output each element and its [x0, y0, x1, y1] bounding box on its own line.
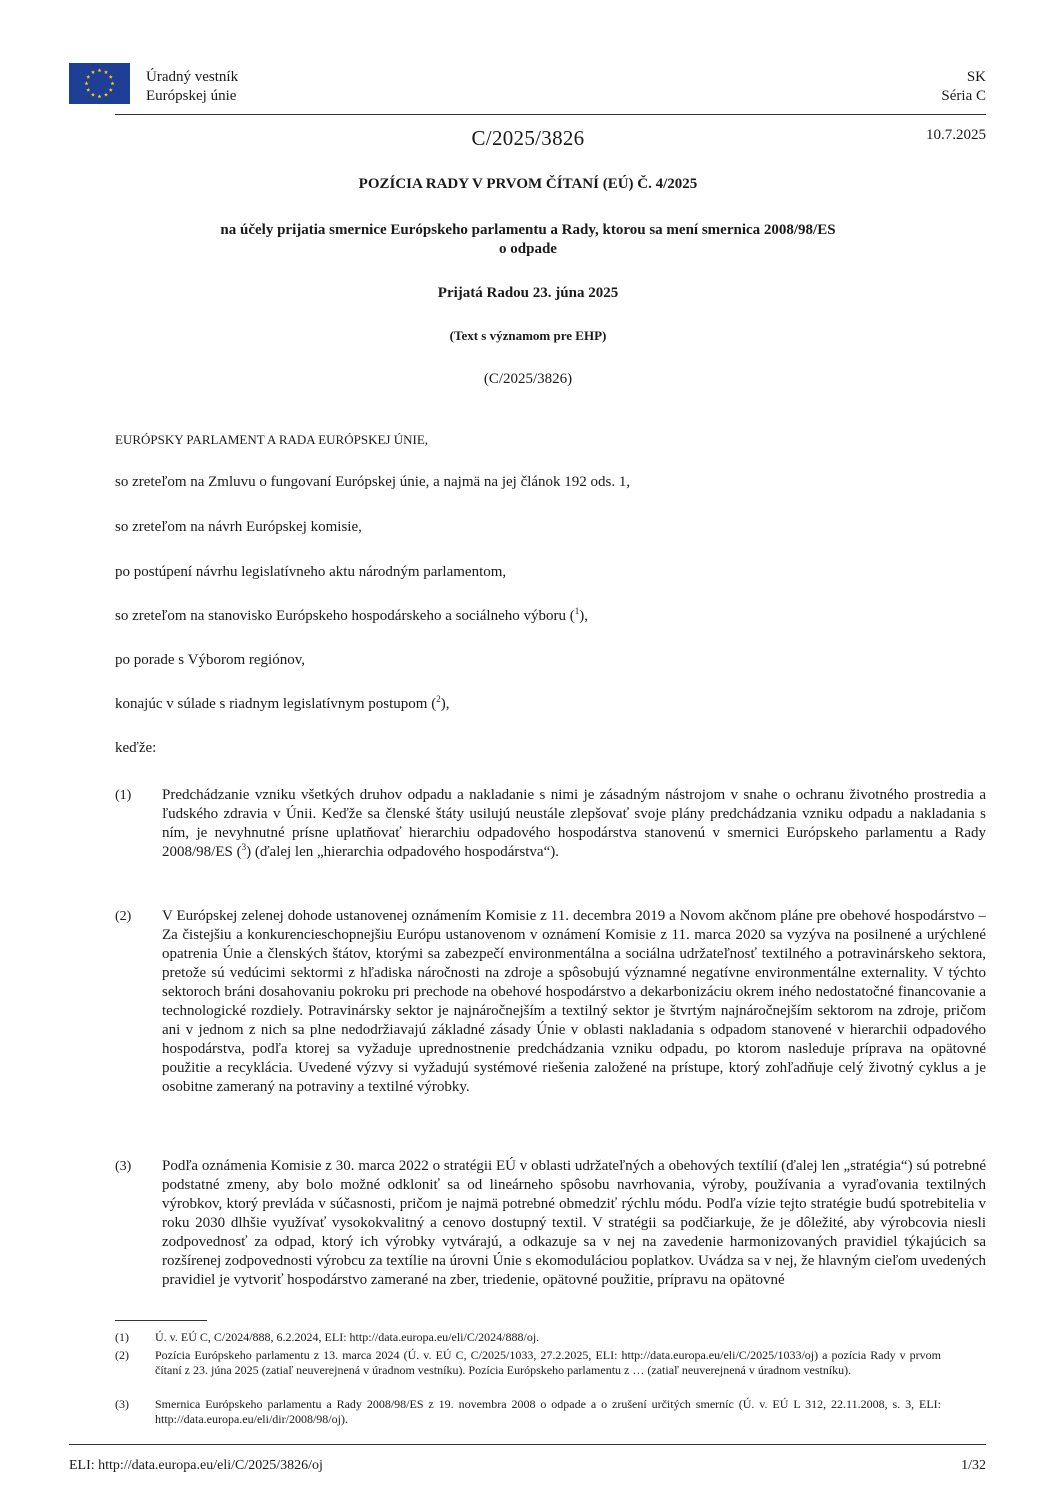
- preamble-citation: po porade s Výborom regiónov,: [115, 652, 305, 668]
- footnote-text: Smernica Európskeho parlamentu a Rady 2008/98/ES z 19. novembra 2008 o odpade a o zrušení určitých smerníc (Ú. v. EÚ L 312, 22.11.2008, s. 3, ELI: http://data.europa.eu/eli/dir/2008/98/oj).: [155, 1397, 941, 1426]
- footnote-ref[interactable]: 3: [241, 842, 247, 852]
- eea-relevance: (Text s významom pre EHP): [449, 328, 607, 343]
- recital-number: (2): [115, 909, 132, 924]
- page-number: 1/32: [961, 1458, 986, 1473]
- preamble-citation: po postúpení návrhu legislatívneho aktu národným parlamentom,: [115, 564, 507, 580]
- recital-body-end: ) (ďalej len „hierarchia odpadového hospodárstva“).: [246, 844, 559, 860]
- preamble-citation: so zreteľom na Zmluvu o fungovaní Európskej únie, a najmä na jej článok 192 ods. 1,: [115, 474, 631, 490]
- series-label: Séria C: [941, 88, 986, 104]
- eu-flag-icon: [69, 63, 130, 104]
- preamble-intro: EURÓPSKY PARLAMENT A RADA EURÓPSKEJ ÚNIE,: [115, 432, 429, 447]
- recital-body: Predchádzanie vzniku všetkých druhov odpadu a nakladanie s nimi je zásadným nástrojom v snahe o ochranu životného prostredia a ľudského zdravia v Únii. Keďže sa členské štáty usilujú neustále zlepšovať svoje plány predchádzania vzniku odpadu a nakladania s ním, je nevyhnutné prísne uplatňovať hierarchiu odpadového hospodárstva stanovenú v smernici Európskeho parlamentu a Rady 2008/98/ES (: [162, 787, 986, 860]
- footnote-ref[interactable]: 1: [574, 606, 580, 616]
- document-title: POZÍCIA RADY V PRVOM ČÍTANÍ (EÚ) Č. 4/2025: [358, 176, 698, 192]
- language-code: SK: [966, 69, 986, 85]
- footnote-text: Pozícia Európskeho parlamentu z 13. marca 2024 (Ú. v. EÚ C, C/2025/1033, 27.2.2025, ELI: http://data.europa.eu/eli/C/2025/1033/oj) a pozícia Rady v prvom čítaní z 23. júna 2025 (zatiaľ neuverejnená v úradnom vestníku). Pozícia Európskeho parlamentu z … (zatiaľ neuverejnená v úradnom vestníku).: [155, 1348, 941, 1377]
- header-divider: [115, 114, 986, 115]
- whereas-label: keďže:: [115, 740, 157, 756]
- journal-name-line1: Úradný vestník: [146, 69, 239, 85]
- document-reference: (C/2025/3826): [483, 371, 573, 387]
- footnote-ref[interactable]: 2: [436, 694, 441, 704]
- recital-number: (1): [115, 788, 132, 803]
- footnote-text: Ú. v. EÚ C, C/2024/888, 6.2.2024, ELI: http://data.europa.eu/eli/C/2024/888/oj.: [155, 1330, 540, 1344]
- citation-end: ),: [579, 608, 588, 624]
- publication-date: 10.7.2025: [926, 127, 986, 143]
- footer-divider: [69, 1444, 986, 1445]
- subtitle-line1: na účely prijatia smernice Európskeho parlamentu a Rady, ktorou sa mení smernica 2008/98/ES: [220, 222, 836, 238]
- journal-name-line2: Európskej únie: [146, 88, 237, 104]
- recital-text: [162, 786, 986, 862]
- footnote-number: (1): [115, 1330, 129, 1344]
- citation-end: ),: [440, 696, 450, 712]
- series-info: [941, 68, 986, 106]
- recital-number: (3): [115, 1159, 132, 1174]
- citation-text: konajúc v súlade s riadnym legislatívnym postupom (: [115, 696, 437, 712]
- preamble-citation: [115, 607, 941, 626]
- recital-text: V Európskej zelenej dohode ustanovenej oznámením Komisie z 11. decembra 2019 a Novom akčnom pláne pre obehové hospodárstvo – Za čistejšiu a konkurencieschopnejšiu Európu ustanovenom v oznámení Komisie z 11. marca 2020 sa vyzýva na posilnené a urýchlené opatrenia Únie a členských štátov, ktorými sa zabezpečí environmentálna a sociálna udržateľnosť textilného a potravinárskeho sektora, pretože sú vedúcimi sektormi z hľadiska náročnosti na zdroje a spôsobujú významné negatívne environmentálne externality. V týchto sektoroch bráni dosahovaniu pokroku pri prechode na obehové hospodárstvo a dekarbonizáciu okrem iného nedostatočné financovanie a technologické rozdiely. Potravinársky sektor je najnáročnejším a textilný sektor je štvrtým najnáročnejším sektorom na zdroje, pričom ani v jednom z nich sa plne nedodržiavajú základné zásady Únie v oblasti nakladania s odpadom stanovené v hierarchii odpadového hospodárstva, podľa ktorej sa vyžaduje uprednostnenie predchádzania vzniku odpadu, po ktorom nasleduje príprava na opätovné použitie a recyklácia. Uvedené výzvy si vyžadujú systémové riešenia založené na prístupe, ktorý zohľadňuje celý životný cyklus a je osobitne zameraný na potraviny a textilné výrobky.: [162, 908, 986, 1095]
- preamble-citation: so zreteľom na návrh Európskej komisie,: [115, 519, 362, 535]
- footnote-number: (3): [115, 1397, 129, 1411]
- document-subtitle: [115, 221, 941, 259]
- footnote-number: (2): [115, 1348, 129, 1362]
- preamble-citation: [115, 695, 941, 714]
- recital-text: Podľa oznámenia Komisie z 30. marca 2022 o stratégii EÚ v oblasti udržateľných a obehových textílií (ďalej len „stratégia“) sú potrebné podstatné zmeny, aby bolo možné odkloniť sa od lineárneho spôsobu navrhovania, výroby, používania a vyraďovania textilných výrobkov, ktorý prevláda v súčasnosti, pričom je najmä potrebné obmedziť rýchlu módu. Podľa vízie tejto stratégie budú spotrebitelia v roku 2030 dlhšie využívať vysokokvalitný a cenovo dostupný textil. V stratégii sa podčiarkuje, že je dôležité, aby výrobcovia niesli zodpovednosť za odpad, ktorý ich výrobky vytvárajú, a odkazuje sa v nej na zavedenie harmonizovaných pravidiel týkajúcich sa rozšírenej zodpovednosti výrobcu za textílie na úrovni Únie s ekomoduláciou poplatkov. Uvádza sa v nej, že hlavným cieľom uvedených pravidiel je vytvoriť hospodárstvo zamerané na zber, triedenie, opätovné použitie, prípravu na opätovné: [162, 1158, 986, 1288]
- document-number: C/2025/3826: [471, 126, 585, 150]
- subtitle-line2: o odpade: [499, 241, 557, 257]
- citation-text: so zreteľom na stanovisko Európskeho hospodárskeho a sociálneho výboru (: [115, 608, 575, 624]
- journal-name: [146, 68, 238, 106]
- adoption-note: Prijatá Radou 23. júna 2025: [437, 285, 619, 301]
- footer-eli-link[interactable]: ELI: http://data.europa.eu/eli/C/2025/3826/oj: [69, 1458, 323, 1473]
- footnote-divider: [115, 1320, 207, 1321]
